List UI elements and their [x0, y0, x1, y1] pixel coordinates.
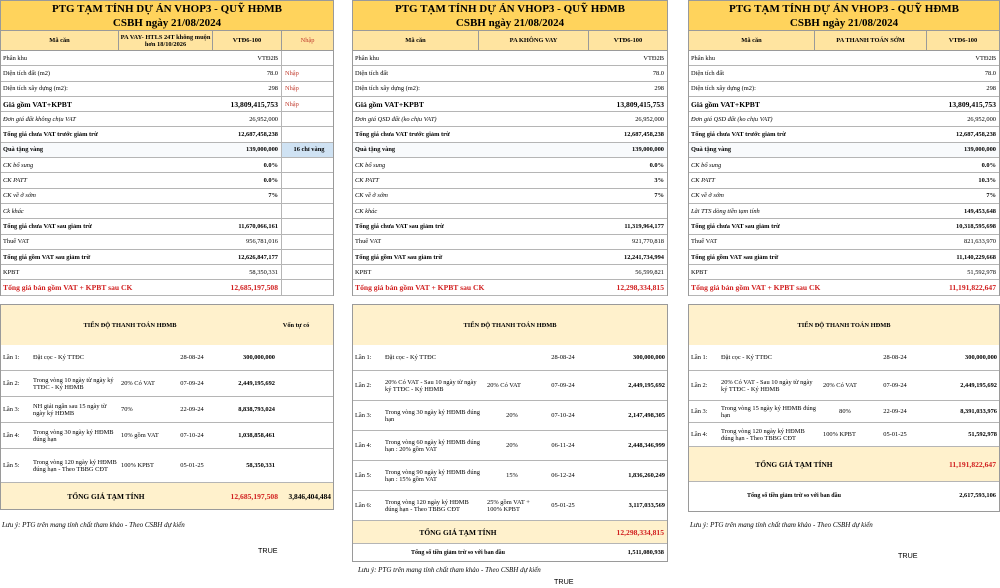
price-rows — [688, 51, 1000, 296]
row-pre-discount-total: Tổng giá chưa VAT trước giảm trừ 12,687,458,238 — [689, 127, 999, 142]
payment-plan[interactable]: PA VAY- HTLS 24T không muộn hơn 18/10/2026 — [119, 31, 213, 50]
disclaimer: Lưu ý: PTG trên mang tính chất tham khảo - Theo CSBH dự kiến — [2, 521, 185, 529]
row-early-payment-interest: Lãi TTS dòng tiền tạm tính 149,453,648 — [689, 204, 999, 219]
total-label: TỔNG GIÁ TẠM TÍNH — [67, 491, 145, 501]
installment-row: Lần 5: Trong vòng 90 ngày ký HĐMB đúng hạn : 15% gồm VAT 15% 06-12-24 1,836,260,249 — [353, 461, 667, 491]
installment-row: Lần 1: Đặt cọc - Ký TTĐC 28-08-24 300,000,000 — [1, 345, 333, 371]
disclaimer: Lưu ý: PTG trên mang tính chất tham khảo - Theo CSBH dự kiến — [690, 521, 873, 529]
unit-code-label: Mã căn — [689, 31, 815, 50]
schedule-title: TIẾN ĐỘ THANH TOÁN HĐMB — [797, 321, 891, 329]
true-flag: TRUE — [898, 551, 918, 560]
row-pre-discount-total: Tổng giá chưa VAT trước giảm trừ 12,687,458,238 — [1, 127, 333, 142]
row-post-discount-excl-vat: Tổng giá chưa VAT sau giảm trừ 11,670,066,161 — [1, 219, 333, 234]
row-post-discount-incl-vat: Tổng giá gồm VAT sau giảm trừ 12,626,847,177 — [1, 250, 333, 265]
installment-row: Lần 3: Trong vòng 15 ngày ký HĐMB đúng hạn 80% 22-09-24 8,391,033,976 — [689, 401, 999, 423]
installment-row: Lần 3: Trong vòng 30 ngày ký HĐMB đúng hạn 20% 07-10-24 2,147,498,305 — [353, 401, 667, 431]
unit-code[interactable]: VTĐ6-100 — [613, 37, 643, 44]
quote-panel-loan — [0, 0, 334, 588]
total-label: TỔNG GIÁ TẠM TÍNH — [419, 527, 497, 537]
installment-row: Lần 5: Trong vòng 120 ngày ký HĐMB đúng hạn - Theo TBBG CĐT 100% KPBT 05-01-25 58,350,331 — [1, 449, 333, 483]
row-land-area[interactable]: Diện tích đất (m2) 78.0 Nhập — [1, 66, 333, 81]
title-line-2: CSBH ngày 21/08/2024 — [112, 17, 222, 29]
installment-row: Lần 4: Trong vòng 30 ngày ký HĐMB đúng hạn 10% gồm VAT 07-10-24 1,038,858,461 — [1, 423, 333, 449]
row-post-discount-excl-vat: Tổng giá chưa VAT sau giảm trừ 10,318,595,698 — [689, 219, 999, 234]
row-gold-gift: Quà tặng vàng 139,000,000 — [353, 143, 667, 158]
unit-code[interactable]: VTĐ6-100 — [213, 31, 282, 50]
schedule-header — [1, 305, 333, 345]
row-vat: Thuế VAT 821,633,970 — [689, 235, 999, 250]
row-other-discount: CK khác — [353, 204, 667, 219]
savings-value: 2,617,593,106 — [959, 492, 996, 499]
estimated-total — [353, 521, 667, 543]
row-gold-gift: Quà tặng vàng 139,000,000 16 chỉ vàng — [1, 143, 333, 158]
title-line-2: CSBH ngày 21/08/2024 — [789, 17, 899, 29]
row-land-area: Diện tích đất 78.0 — [353, 66, 667, 81]
unit-header — [352, 31, 668, 51]
row-vat: Thuế VAT 956,781,016 — [1, 235, 333, 250]
payment-plan[interactable]: PA KHÔNG VAY — [479, 31, 589, 50]
row-price-incl-vat: Giá gồm VAT+KPBT 13,809,415,753 — [689, 97, 999, 112]
schedule-header — [353, 305, 667, 345]
installment-row: Lần 1: Đặt cọc - Ký TTĐC 28-08-24 300,000,000 — [689, 345, 999, 371]
panel-title — [688, 0, 1000, 31]
row-maintenance-fee: KPBT 56,599,821 — [353, 265, 667, 280]
row-ck-patt: CK PATT 3% — [353, 173, 667, 188]
title-line-2: CSBH ngày 21/08/2024 — [455, 17, 565, 29]
installment-row: Lần 4: Trong vòng 120 ngày ký HĐMB đúng hạn - Theo TBBG CĐT 100% KPBT 05-01-25 51,592,978 — [689, 423, 999, 447]
quote-panel-early-payment — [688, 0, 1000, 588]
row-early-move-in: CK về ở sớm 7% — [1, 189, 333, 204]
row-zone: Phân khu VTĐ2B — [1, 51, 333, 66]
unit-header — [688, 31, 1000, 51]
row-final-price: Tổng giá bán gồm VAT + KPBT sau CK 11,191,822,647 — [689, 280, 999, 295]
row-gold-gift: Quà tặng vàng 139,000,000 — [689, 143, 999, 158]
row-extra-discount: CK bổ sung 0.0% — [1, 158, 333, 173]
unit-code-label: Mã căn — [353, 31, 479, 50]
installment-row: Lần 4: Trong vòng 60 ngày ký HĐMB đúng hạn : 20% gồm VAT 20% 06-11-24 2,448,346,999 — [353, 431, 667, 461]
payment-schedule — [688, 304, 1000, 512]
row-land-unit-price: Đơn giá đất không chịu VAT 26,952,000 — [1, 112, 333, 127]
row-zone: Phân khu VTĐ2B — [689, 51, 999, 66]
savings-row — [689, 481, 999, 509]
row-maintenance-fee: KPBT 51,592,978 — [689, 265, 999, 280]
title-line-1: PTG TẠM TÍNH DỰ ÁN VHOP3 - QUỸ HĐMB — [395, 3, 625, 15]
payment-schedule — [352, 304, 668, 562]
row-final-price: Tổng giá bán gồm VAT + KPBT sau CK 12,685,197,508 — [1, 280, 333, 295]
installment-row: Lần 6: Trong vòng 120 ngày ký HĐMB đúng hạn - Theo TBBG CĐT 25% gồm VAT + 100% KPBT 05-01-25 3,117,033,569 — [353, 491, 667, 521]
disclaimer: Lưu ý: PTG trên mang tính chất tham khảo - Theo CSBH dự kiến — [358, 566, 541, 574]
gold-gift-note: 16 chỉ vàng — [281, 143, 333, 157]
installment-row: Lần 1: Đặt cọc - Ký TTĐC 28-08-24 300,000,000 — [353, 345, 667, 371]
savings-row — [353, 543, 667, 561]
row-land-area: Diện tích đất 78.0 — [689, 66, 999, 81]
row-other-discount: Ck khác — [1, 204, 333, 219]
schedule-title: TIẾN ĐỘ THANH TOÁN HĐMB — [83, 321, 177, 329]
own-capital-header: Vốn tự có — [282, 321, 310, 329]
total-value: 12,298,334,815 — [616, 527, 664, 537]
schedule-title: TIẾN ĐỘ THANH TOÁN HĐMB — [463, 321, 557, 329]
row-post-discount-incl-vat: Tổng giá gồm VAT sau giảm trừ 11,140,229,668 — [689, 250, 999, 265]
savings-label: Tổng số tiền giảm trừ so với ban đầu — [747, 492, 841, 499]
row-build-area[interactable]: Diện tích xây dựng (m2): 298 Nhập — [1, 82, 333, 97]
panel-title — [352, 0, 668, 31]
title-line-1: PTG TẠM TÍNH DỰ ÁN VHOP3 - QUỸ HĐMB — [52, 3, 282, 15]
total-value: 12,685,197,508 — [230, 491, 278, 501]
row-price-incl-vat[interactable]: Giá gồm VAT+KPBT 13,809,415,753 Nhập — [1, 97, 333, 112]
savings-label: Tổng số tiền giảm trừ so với ban đầu — [411, 549, 505, 556]
row-land-unit-price: Đơn giá QSD đất (ko chịu VAT) 26,952,000 — [353, 112, 667, 127]
row-ck-patt: CK PATT 10.3% — [689, 173, 999, 188]
row-price-incl-vat: Giá gồm VAT+KPBT 13,809,415,753 — [353, 97, 667, 112]
unit-code[interactable]: VTĐ6-100 — [948, 37, 978, 44]
installment-row: Lần 2: Trong vòng 10 ngày từ ngày ký TTĐC - Ký HĐMB 20% Có VAT 07-09-24 2,449,195,692 — [1, 371, 333, 397]
estimated-total — [689, 447, 999, 481]
true-flag: TRUE — [554, 577, 574, 586]
title-line-1: PTG TẠM TÍNH DỰ ÁN VHOP3 - QUỸ HĐMB — [729, 3, 959, 15]
panel-title — [0, 0, 334, 31]
savings-value: 1,511,080,938 — [627, 549, 664, 556]
row-extra-discount: CK bổ sung 0.0% — [353, 158, 667, 173]
own-capital-total: 3,846,404,484 — [288, 491, 331, 501]
quote-panel-no-loan — [352, 0, 668, 588]
row-early-move-in: CK về ở sớm 7% — [353, 189, 667, 204]
row-ck-patt: CK PATT 0.0% — [1, 173, 333, 188]
row-early-move-in: CK về ở sớm 7% — [689, 189, 999, 204]
price-rows — [352, 51, 668, 296]
input-note: Nhập — [300, 37, 315, 44]
row-vat: Thuế VAT 921,770,818 — [353, 235, 667, 250]
installment-row: Lần 3: NH giải ngân sau 15 ngày từ ngày ký HĐMB 70% 22-09-24 8,838,793,024 — [1, 397, 333, 423]
row-zone: Phân khu VTĐ2B — [353, 51, 667, 66]
price-rows — [0, 51, 334, 296]
total-label: TỔNG GIÁ TẠM TÍNH — [755, 459, 833, 469]
unit-header — [0, 31, 334, 51]
installment-row: Lần 2: 20% Có VAT - Sau 10 ngày từ ngày ký TTĐC - Ký HĐMB 20% Có VAT 07-09-24 2,449,195,692 — [689, 371, 999, 401]
estimated-total — [1, 483, 333, 509]
row-maintenance-fee: KPBT 58,350,331 — [1, 265, 333, 280]
unit-code-label: Mã căn — [1, 31, 119, 50]
payment-schedule — [0, 304, 334, 510]
payment-plan[interactable]: PA THANH TOÁN SỚM — [815, 31, 927, 50]
installment-row: Lần 2: 20% Có VAT - Sau 10 ngày từ ngày ký TTĐC - Ký HĐMB 20% Có VAT 07-09-24 2,449,195,692 — [353, 371, 667, 401]
row-land-unit-price: Đơn giá QSD đất (ko chịu VAT) 26,952,000 — [689, 112, 999, 127]
true-flag: TRUE — [258, 546, 278, 555]
row-extra-discount: CK bổ sung 0.0% — [689, 158, 999, 173]
row-build-area: Diện tích xây dựng (m2): 298 — [689, 82, 999, 97]
row-post-discount-excl-vat: Tổng giá chưa VAT sau giảm trừ 11,319,964,177 — [353, 219, 667, 234]
row-pre-discount-total: Tổng giá chưa VAT trước giảm trừ 12,687,458,238 — [353, 127, 667, 142]
schedule-header — [689, 305, 999, 345]
row-post-discount-incl-vat: Tổng giá gồm VAT sau giảm trừ 12,241,734,994 — [353, 250, 667, 265]
total-value: 11,191,822,647 — [948, 459, 996, 469]
row-final-price: Tổng giá bán gồm VAT + KPBT sau CK 12,298,334,815 — [353, 280, 667, 295]
row-build-area: Diện tích xây dựng (m2): 298 — [353, 82, 667, 97]
